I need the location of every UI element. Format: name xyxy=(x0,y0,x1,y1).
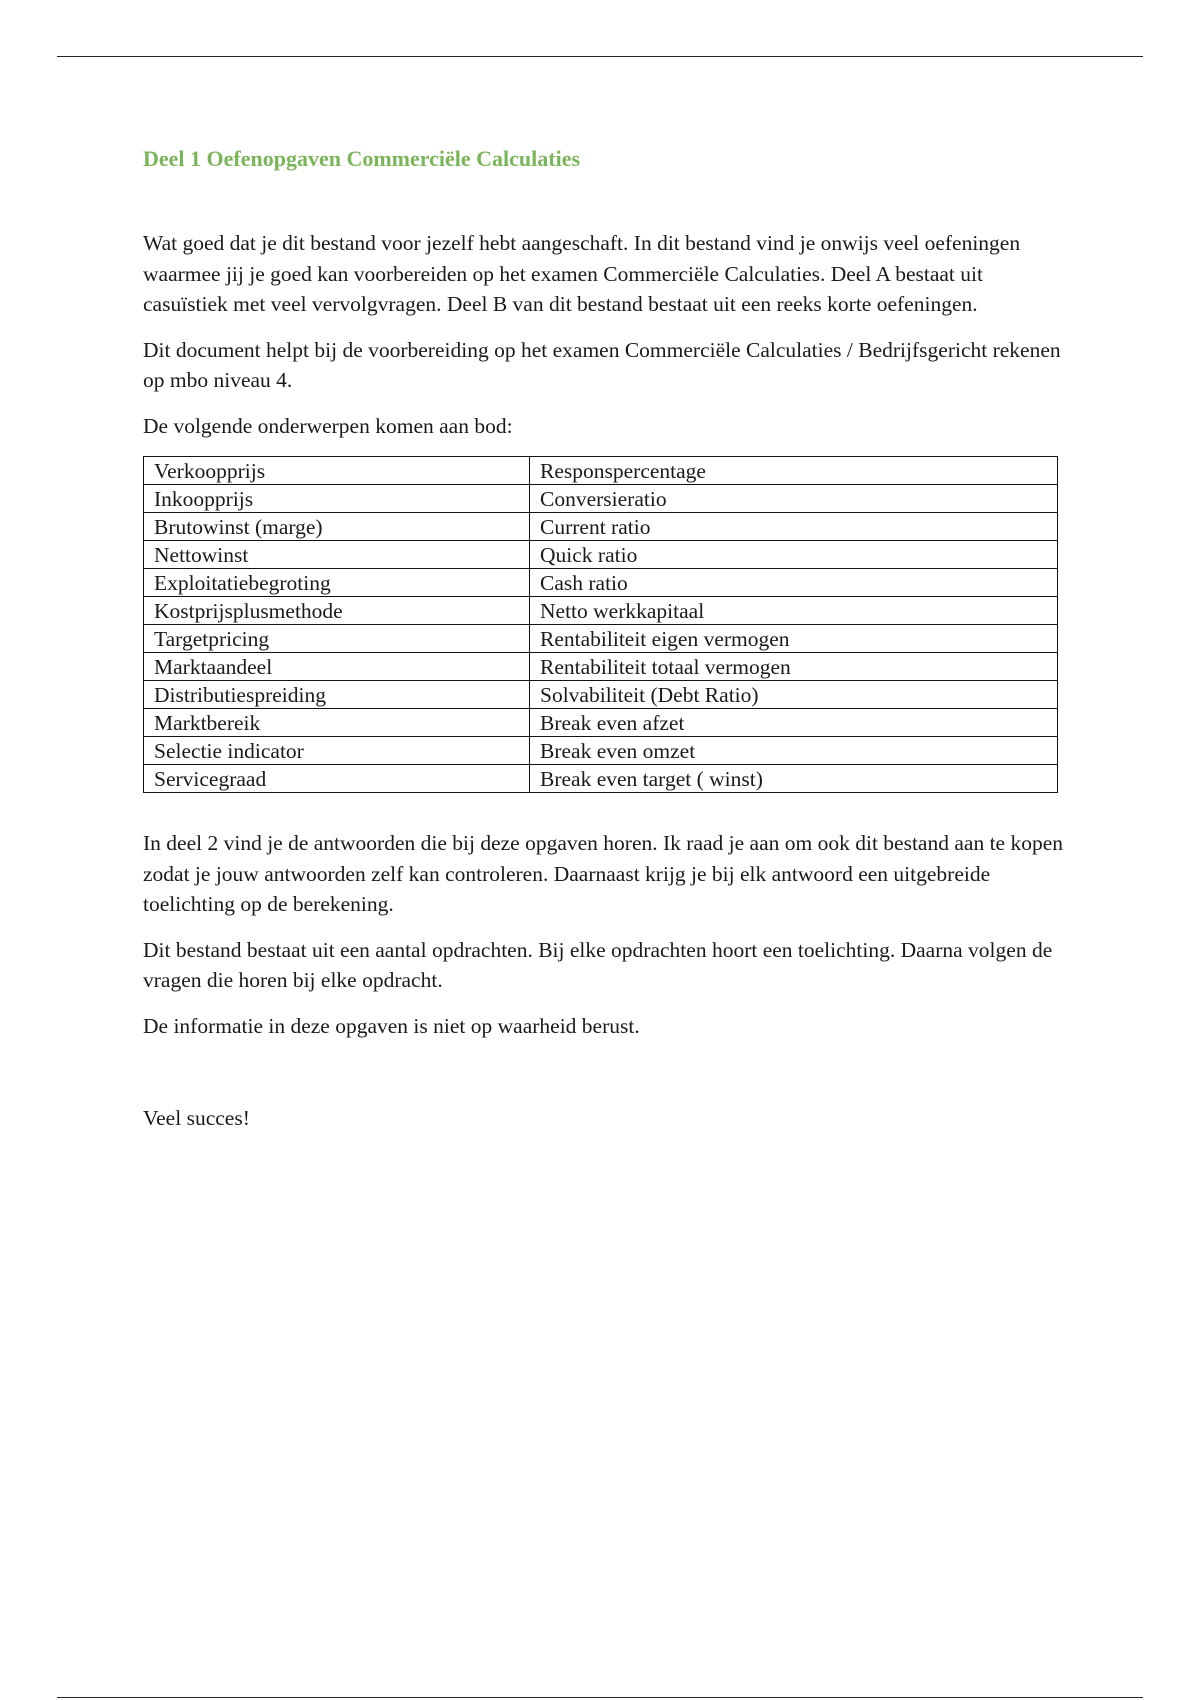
topic-cell-right: Current ratio xyxy=(530,513,1058,541)
table-row xyxy=(144,457,1058,485)
table-row xyxy=(144,765,1058,793)
table-row xyxy=(144,681,1058,709)
topic-cell-left: Nettowinst xyxy=(144,541,530,569)
topic-cell-left: Targetpricing xyxy=(144,625,530,653)
topic-cell-right: Break even afzet xyxy=(530,709,1058,737)
topic-cell-left: Marktbereik xyxy=(144,709,530,737)
topic-cell-left: Kostprijsplusmethode xyxy=(144,597,530,625)
topic-cell-right: Break even target ( winst) xyxy=(530,765,1058,793)
table-row xyxy=(144,569,1058,597)
topic-cell-right: Quick ratio xyxy=(530,541,1058,569)
table-row xyxy=(144,485,1058,513)
closing-paragraph-1: In deel 2 vind je de antwoorden die bij deze opgaven horen. Ik raad je aan om ook dit bestand aan te kopen zodat je jouw antwoorden zelf kan controleren. Daarnaast krijg je bij elk antwoord een uitgebreide toelichting op de berekening. xyxy=(143,831,1063,916)
topic-cell-right: Break even omzet xyxy=(530,737,1058,765)
document-title: Deel 1 Oefenopgaven Commerciële Calculaties xyxy=(143,146,581,171)
topic-cell-left: Selectie indicator xyxy=(144,737,530,765)
topic-cell-right: Solvabiliteit (Debt Ratio) xyxy=(530,681,1058,709)
topic-cell-right: Netto werkkapitaal xyxy=(530,597,1058,625)
topic-cell-left: Verkoopprijs xyxy=(144,457,530,485)
topic-cell-left: Servicegraad xyxy=(144,765,530,793)
topics-table xyxy=(143,456,1058,793)
table-row xyxy=(144,709,1058,737)
intro-paragraph-1: Wat goed dat je dit bestand voor jezelf hebt aangeschaft. In dit bestand vind je onwijs veel oefeningen waarmee jij je goed kan voorbereiden op het examen Commerciële Calculaties. Deel A bestaat uit casuïstiek met veel vervolgvragen. Deel B van dit bestand bestaat uit een reeks korte oefeningen. xyxy=(143,231,1021,316)
topic-cell-left: Distributiespreiding xyxy=(144,681,530,709)
table-row xyxy=(144,625,1058,653)
table-row xyxy=(144,653,1058,681)
closing-paragraph-3: De informatie in deze opgaven is niet op waarheid berust. xyxy=(143,1013,640,1038)
table-row xyxy=(144,541,1058,569)
topic-cell-right: Cash ratio xyxy=(530,569,1058,597)
intro-paragraph-2: Dit document helpt bij de voorbereiding op het examen Commerciële Calculaties / Bedrijfsgericht rekenen op mbo niveau 4. xyxy=(143,337,1061,392)
signoff: Veel succes! xyxy=(143,1106,250,1130)
table-row xyxy=(144,597,1058,625)
footer-rule xyxy=(57,1697,1143,1698)
topic-cell-left: Exploitatiebegroting xyxy=(144,569,530,597)
topic-cell-left: Brutowinst (marge) xyxy=(144,513,530,541)
topic-cell-left: Inkoopprijs xyxy=(144,485,530,513)
topic-cell-left: Marktaandeel xyxy=(144,653,530,681)
topic-cell-right: Rentabiliteit eigen vermogen xyxy=(530,625,1058,653)
topics-intro: De volgende onderwerpen komen aan bod: xyxy=(143,413,513,438)
topic-cell-right: Conversieratio xyxy=(530,485,1058,513)
header-rule xyxy=(57,56,1143,57)
closing-paragraph-2: Dit bestand bestaat uit een aantal opdrachten. Bij elke opdrachten hoort een toelichting. Daarna volgen de vragen die horen bij elke opdracht. xyxy=(143,937,1053,992)
table-row xyxy=(144,513,1058,541)
topic-cell-right: Rentabiliteit totaal vermogen xyxy=(530,653,1058,681)
topic-cell-right: Responspercentage xyxy=(530,457,1058,485)
table-row xyxy=(144,737,1058,765)
document-body xyxy=(143,138,1063,1134)
